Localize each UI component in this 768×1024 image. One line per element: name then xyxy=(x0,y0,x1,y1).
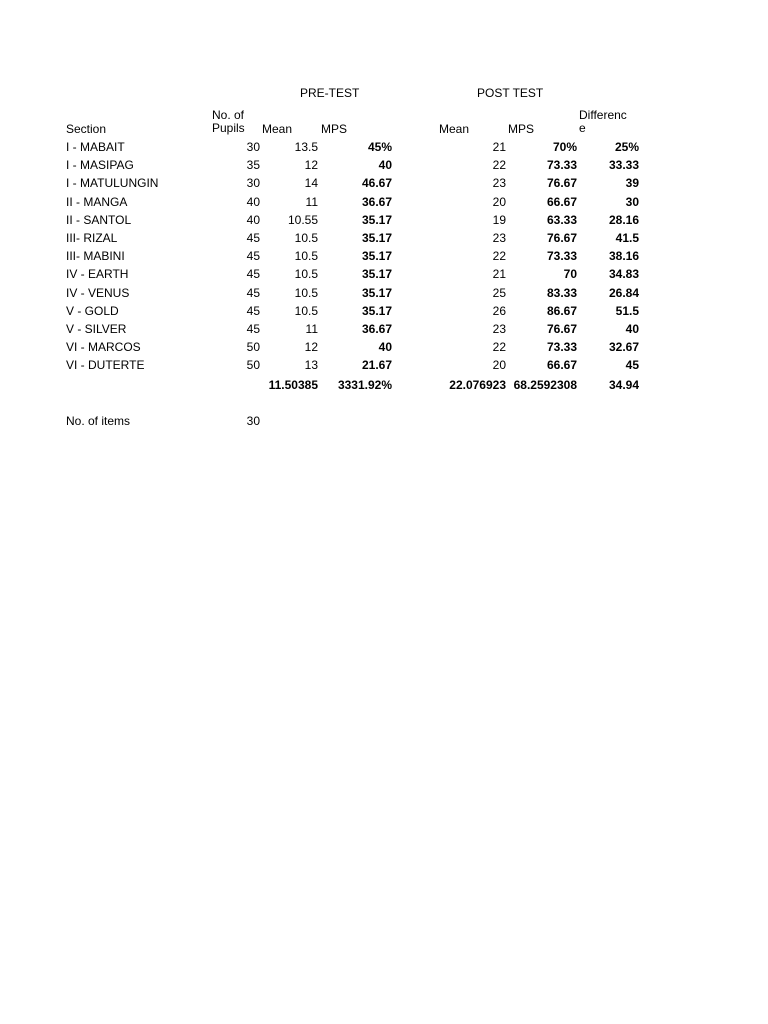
cell-pre-mps: 36.67 xyxy=(361,322,392,336)
cell-pre-mps: 40 xyxy=(378,340,392,354)
post-mean-header: Mean xyxy=(439,122,470,136)
cell-section: I - MASIPAG xyxy=(66,158,134,172)
cell-pupils: 45 xyxy=(246,322,260,336)
cell-pre-mps: 35.17 xyxy=(361,249,392,263)
cell-pre-mean: 10.5 xyxy=(294,286,318,300)
cell-pre-mps: 45% xyxy=(367,140,392,154)
cell-pupils: 50 xyxy=(246,358,260,372)
cell-post-mps: 73.33 xyxy=(546,249,577,263)
cell-post-mean: 23 xyxy=(492,231,506,245)
cell-difference: 38.16 xyxy=(608,249,639,263)
cell-pre-mps: 21.67 xyxy=(361,358,392,372)
cell-section: III- RIZAL xyxy=(66,231,118,245)
pre-mps-header: MPS xyxy=(321,122,348,136)
cell-pre-mps: 36.67 xyxy=(361,195,392,209)
cell-pupils: 45 xyxy=(246,249,260,263)
cell-difference: 41.5 xyxy=(615,231,639,245)
total-post-mps: 68.2592308 xyxy=(513,378,577,392)
cell-post-mean: 26 xyxy=(492,304,506,318)
cell-post-mps: 76.67 xyxy=(546,322,577,336)
cell-difference: 28.16 xyxy=(608,213,639,227)
cell-pre-mean: 10.5 xyxy=(294,267,318,281)
cell-pre-mean: 12 xyxy=(304,158,318,172)
cell-pre-mps: 35.17 xyxy=(361,286,392,300)
cell-pupils: 45 xyxy=(246,231,260,245)
cell-post-mps: 86.67 xyxy=(546,304,577,318)
cell-pre-mean: 10.55 xyxy=(287,213,318,227)
no-pupils-header-line1: No. of xyxy=(212,108,245,122)
cell-section: IV - EARTH xyxy=(66,267,129,281)
cell-section: I - MATULUNGIN xyxy=(66,176,159,190)
cell-post-mps: 63.33 xyxy=(546,213,577,227)
cell-post-mps: 70 xyxy=(563,267,577,281)
cell-pre-mps: 35.17 xyxy=(361,304,392,318)
cell-pupils: 30 xyxy=(246,140,260,154)
cell-section: I - MABAIT xyxy=(66,140,125,154)
cell-section: II - SANTOL xyxy=(66,213,132,227)
cell-difference: 51.5 xyxy=(615,304,639,318)
cell-pre-mean: 14 xyxy=(304,176,318,190)
items-label: No. of items xyxy=(66,414,131,428)
cell-pre-mps: 35.17 xyxy=(361,213,392,227)
cell-pre-mean: 11 xyxy=(305,195,318,209)
no-pupils-header-line2: Pupils xyxy=(212,121,245,135)
cell-pupils: 45 xyxy=(246,267,260,281)
cell-pre-mean: 10.5 xyxy=(294,231,318,245)
difference-header-line2: e xyxy=(579,121,586,135)
cell-difference: 45 xyxy=(625,358,639,372)
cell-post-mps: 70% xyxy=(552,140,577,154)
cell-pupils: 45 xyxy=(246,304,260,318)
cell-post-mps: 73.33 xyxy=(546,158,577,172)
cell-pre-mean: 10.5 xyxy=(294,249,318,263)
cell-post-mean: 21 xyxy=(492,267,506,281)
total-post-mean: 22.076923 xyxy=(449,378,506,392)
cell-pre-mps: 35.17 xyxy=(361,231,392,245)
cell-difference: 32.67 xyxy=(608,340,639,354)
cell-pre-mean: 12 xyxy=(304,340,318,354)
cell-section: III- MABINI xyxy=(66,249,125,263)
pretest-header: PRE-TEST xyxy=(300,86,360,100)
cell-pupils: 40 xyxy=(246,195,260,209)
cell-post-mps: 76.67 xyxy=(546,176,577,190)
no-pupils-header xyxy=(212,109,245,135)
cell-section: II - MANGA xyxy=(66,195,128,209)
cell-pupils: 50 xyxy=(246,340,260,354)
total-pre-mean: 11.50385 xyxy=(268,378,318,392)
cell-pupils: 45 xyxy=(246,286,260,300)
cell-difference: 26.84 xyxy=(608,286,639,300)
cell-post-mean: 22 xyxy=(492,249,506,263)
section-header: Section xyxy=(66,122,107,136)
cell-pre-mps: 40 xyxy=(378,158,392,172)
cell-pre-mean: 13 xyxy=(304,358,318,372)
posttest-header: POST TEST xyxy=(477,86,544,100)
cell-post-mean: 20 xyxy=(492,358,506,372)
cell-pre-mean: 13.5 xyxy=(294,140,318,154)
cell-post-mps: 66.67 xyxy=(546,358,577,372)
cell-post-mean: 25 xyxy=(492,286,506,300)
cell-difference: 40 xyxy=(625,322,639,336)
cell-pre-mps: 46.67 xyxy=(361,176,392,190)
cell-section: V - SILVER xyxy=(66,322,127,336)
post-mps-header: MPS xyxy=(508,122,535,136)
cell-pupils: 30 xyxy=(246,176,260,190)
cell-pre-mean: 10.5 xyxy=(294,304,318,318)
cell-section: VI - MARCOS xyxy=(66,340,141,354)
cell-difference: 39 xyxy=(625,176,639,190)
cell-pupils: 40 xyxy=(246,213,260,227)
cell-post-mps: 83.33 xyxy=(546,286,577,300)
cell-difference: 34.83 xyxy=(608,267,639,281)
total-difference: 34.94 xyxy=(608,378,639,392)
pre-mean-header: Mean xyxy=(262,122,293,136)
cell-section: V - GOLD xyxy=(66,304,119,318)
cell-post-mps: 66.67 xyxy=(546,195,577,209)
difference-header-line1: Differenc xyxy=(579,108,627,122)
items-value: 30 xyxy=(246,414,260,428)
cell-pupils: 35 xyxy=(246,158,260,172)
cell-pre-mps: 35.17 xyxy=(361,267,392,281)
cell-post-mean: 23 xyxy=(492,322,506,336)
cell-section: IV - VENUS xyxy=(66,286,130,300)
cell-post-mean: 22 xyxy=(492,158,506,172)
cell-pre-mean: 11 xyxy=(305,322,318,336)
cell-section: VI - DUTERTE xyxy=(66,358,145,372)
cell-post-mean: 22 xyxy=(492,340,506,354)
cell-difference: 30 xyxy=(625,195,639,209)
cell-post-mean: 21 xyxy=(492,140,506,154)
total-pre-mps: 3331.92% xyxy=(337,378,392,392)
cell-difference: 25% xyxy=(614,140,639,154)
cell-post-mean: 20 xyxy=(492,195,506,209)
cell-post-mps: 76.67 xyxy=(546,231,577,245)
cell-difference: 33.33 xyxy=(608,158,639,172)
cell-post-mps: 73.33 xyxy=(546,340,577,354)
cell-post-mean: 23 xyxy=(492,176,506,190)
difference-header xyxy=(579,109,627,135)
cell-post-mean: 19 xyxy=(492,213,506,227)
